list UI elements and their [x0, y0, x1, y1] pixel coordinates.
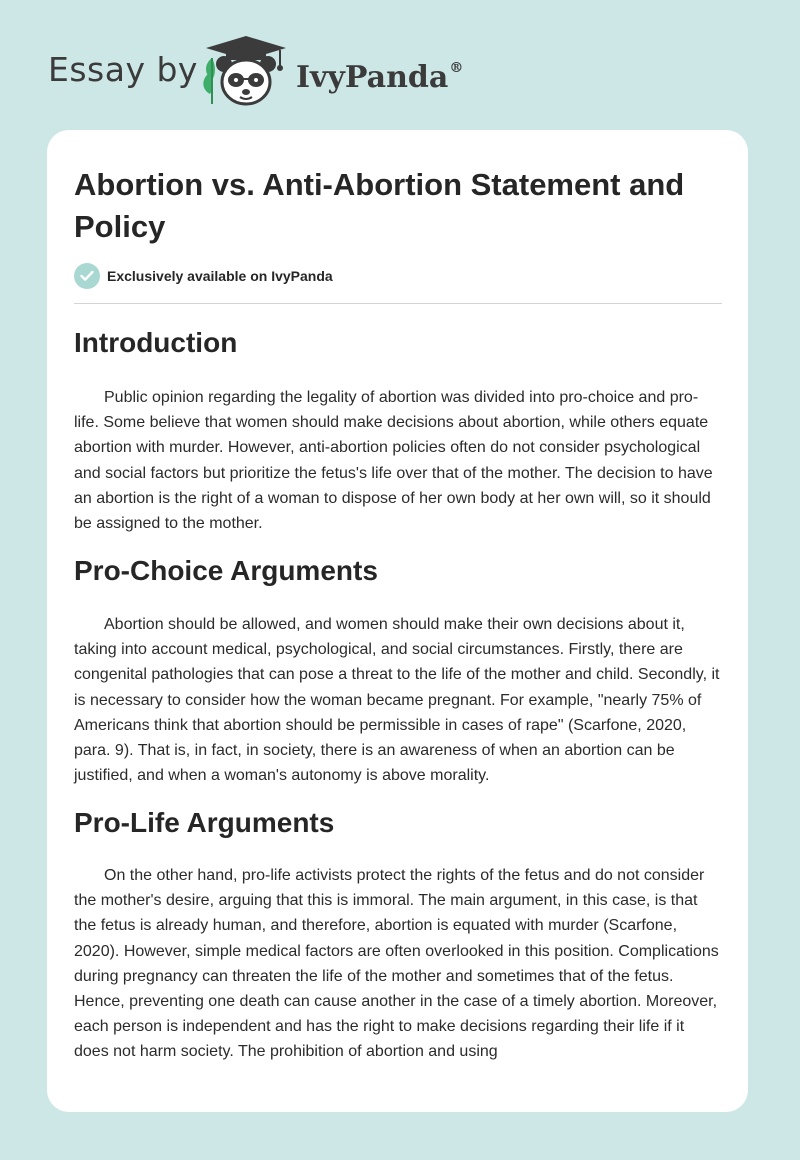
section-heading-pro-choice: Pro-Choice Arguments [74, 555, 378, 586]
brand-wordmark[interactable] [296, 52, 463, 98]
brand-name: IvyPanda [296, 60, 449, 95]
panda-graduate-icon[interactable] [200, 34, 292, 108]
essay-by-label: Essay by [48, 50, 198, 89]
site-header [0, 0, 800, 130]
leaf-icon [203, 58, 215, 104]
section-paragraph-pro-life: On the other hand, pro-life activists protect the rights of the fetus and do not consider the mother's desire, arguing that this is immoral. The main argument, in this case, is that the fetus is already human, and therefore, abortion is equated with murder (Scarfone, 2020). However, simple medical factors are often overlooked in this position. Complications during pregnancy can threaten the life of the mother and sometimes that of the fetus. Hence, preventing one death can cause another in the case of a timely abortion. Moreover, each person is independent and has the right to make decisions regarding their life if it does not harm society. The prohibition of abortion and using [74, 867, 719, 1061]
registered-mark: ® [449, 60, 464, 76]
divider [74, 303, 722, 304]
section-heading-pro-life: Pro-Life Arguments [74, 807, 335, 838]
exclusive-badge [74, 263, 333, 289]
exclusive-label: Exclusively available on IvyPanda [107, 268, 333, 284]
section-heading-introduction: Introduction [74, 327, 238, 358]
check-icon [74, 263, 100, 289]
section-paragraph-introduction: Public opinion regarding the legality of abortion was divided into pro-choice and pro-life. Some believe that women should make decisions about abortion, while others equate abortion with murder. However, anti-abortion policies often do not consider psychological and social factors but prioritize the fetus's life over that of the mother. The decision to have an abortion is the right of a woman to dispose of her own body at her own will, so it should be assigned to the mother. [74, 389, 713, 533]
essay-card [47, 130, 748, 1112]
section-paragraph-pro-choice: Abortion should be allowed, and women should make their own decisions about it, taking into account medical, psychological, and social circumstances. Firstly, there are congenital pathologies that can pose a threat to the life of the mother and child. Secondly, it is necessary to consider how the woman became pregnant. For example, "nearly 75% of Americans think that abortion should be permissible in cases of rape" (Scarfone, 2020, para. 9). That is, in fact, in society, there is an awareness of when an abortion can be justified, and when a woman's autonomy is above morality. [74, 616, 720, 785]
page-title: Abortion vs. Anti-Abortion Statement and Policy [74, 167, 685, 244]
